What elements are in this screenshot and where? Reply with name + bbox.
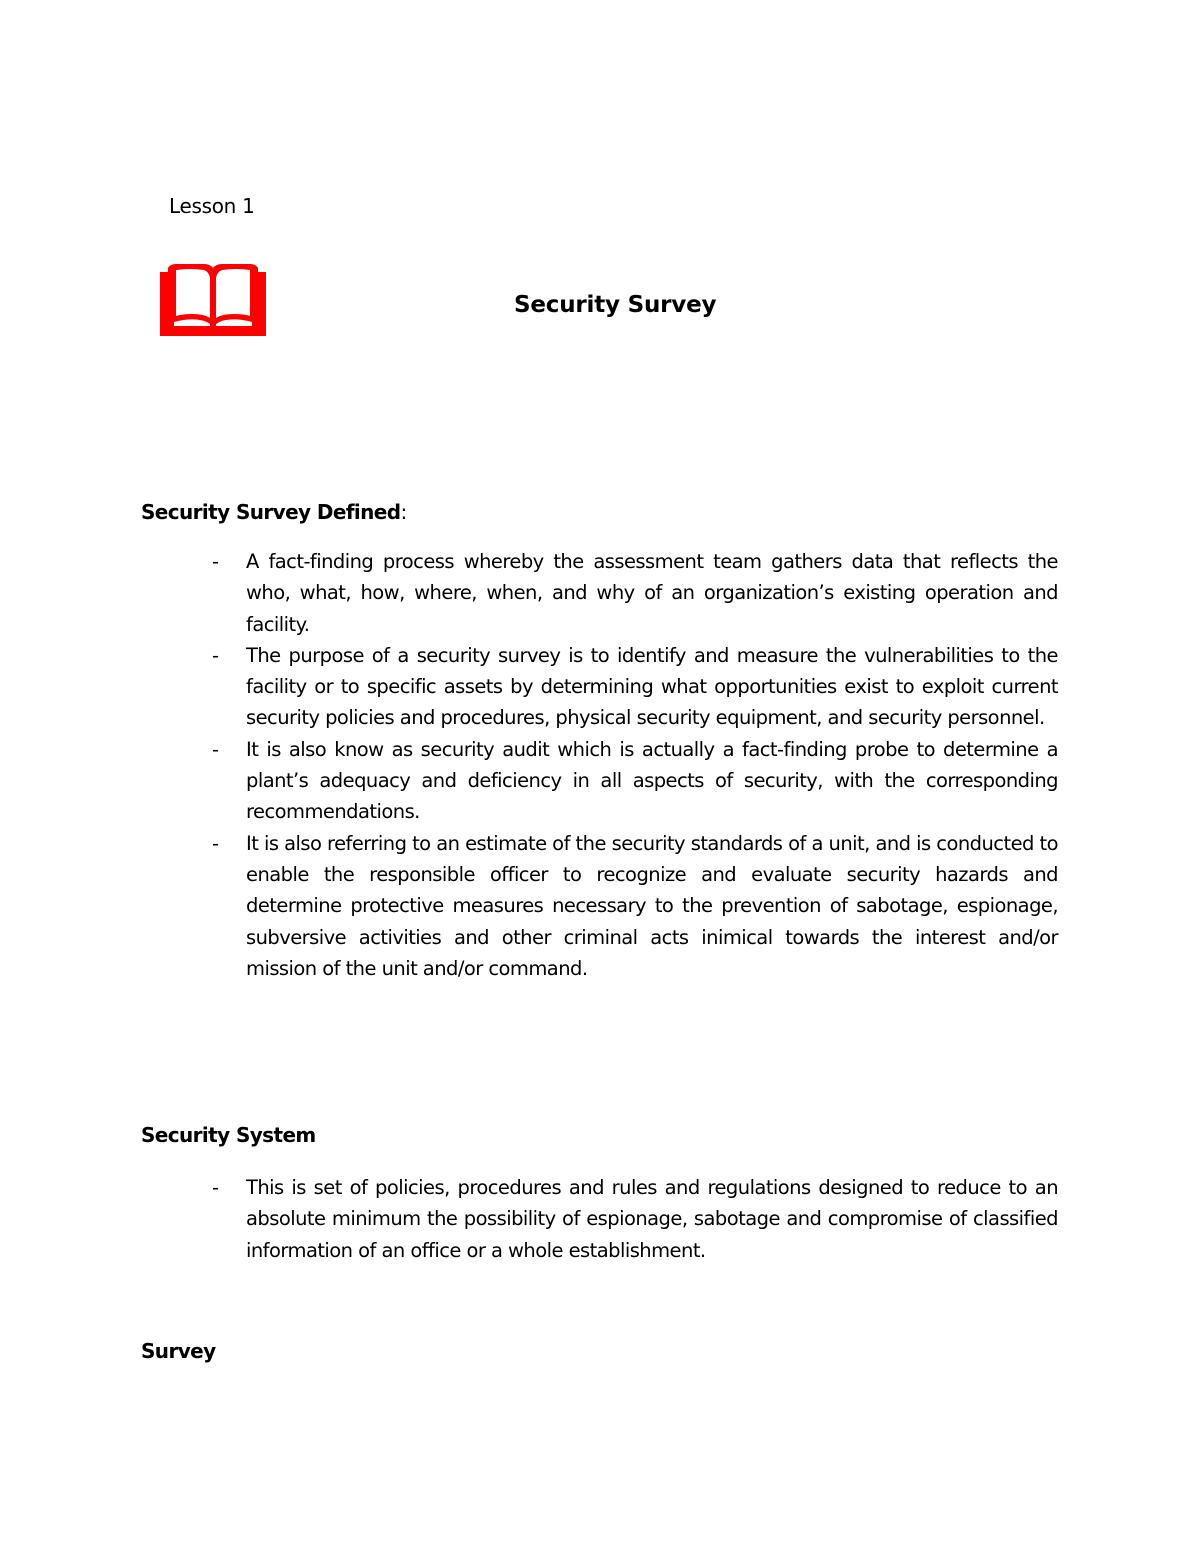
section-heading-text: Security Survey Defined xyxy=(141,500,401,524)
bullet-text: A fact-finding process whereby the assessment team gathers data that reflects the who, what, how, where, when, and why of an organization’s existing operation and facility. xyxy=(246,550,1058,636)
list-item xyxy=(212,546,1058,640)
lesson-label: Lesson 1 xyxy=(169,194,255,218)
bullet-list-security-system xyxy=(212,1172,1058,1266)
bullet-dash: - xyxy=(212,1176,219,1199)
bullet-dash: - xyxy=(212,831,219,855)
section-heading-security-system xyxy=(141,1121,316,1149)
section-heading-text: Survey xyxy=(141,1339,216,1363)
bullet-dash: - xyxy=(212,737,219,761)
section-heading-survey xyxy=(141,1337,216,1365)
bullet-dash: - xyxy=(212,550,219,573)
section-heading-security-survey-defined xyxy=(141,498,407,526)
bullet-text: This is set of policies, procedures and rules and regulations designed to reduce to an absolute minimum the possibility of espionage, sabotage and compromise of classified information of an office or a whole establishment. xyxy=(246,1176,1058,1262)
bullet-dash: - xyxy=(212,643,219,667)
open-book-icon xyxy=(160,264,266,336)
list-item xyxy=(212,1172,1058,1266)
bullet-text: It is also referring to an estimate of the security standards of a unit, and is conducted to enable the responsible officer to recognize and evaluate security hazards and determine protective measures necessary to the prevention of sabotage, espionage, subversive activities and other criminal acts inimical towards the interest and/or mission of the unit and/or command. xyxy=(246,831,1058,980)
bullet-text: It is also know as security audit which is actually a fact-finding probe to determine a plant’s adequacy and deficiency in all aspects of security, with the corresponding recommendations. xyxy=(246,737,1058,824)
bullet-text: The purpose of a security survey is to identify and measure the vulnerabilities to the facility or to specific assets by determining what opportunities exist to exploit current security policies and procedures, physical security equipment, and security personnel. xyxy=(246,643,1058,730)
list-item xyxy=(212,828,1058,984)
list-item xyxy=(212,640,1058,734)
bullet-list-security-survey-defined xyxy=(212,546,1058,984)
document-title: Security Survey xyxy=(514,292,717,318)
list-item xyxy=(212,734,1058,828)
section-heading-text: Security System xyxy=(141,1123,316,1147)
section-heading-colon: : xyxy=(400,500,407,524)
